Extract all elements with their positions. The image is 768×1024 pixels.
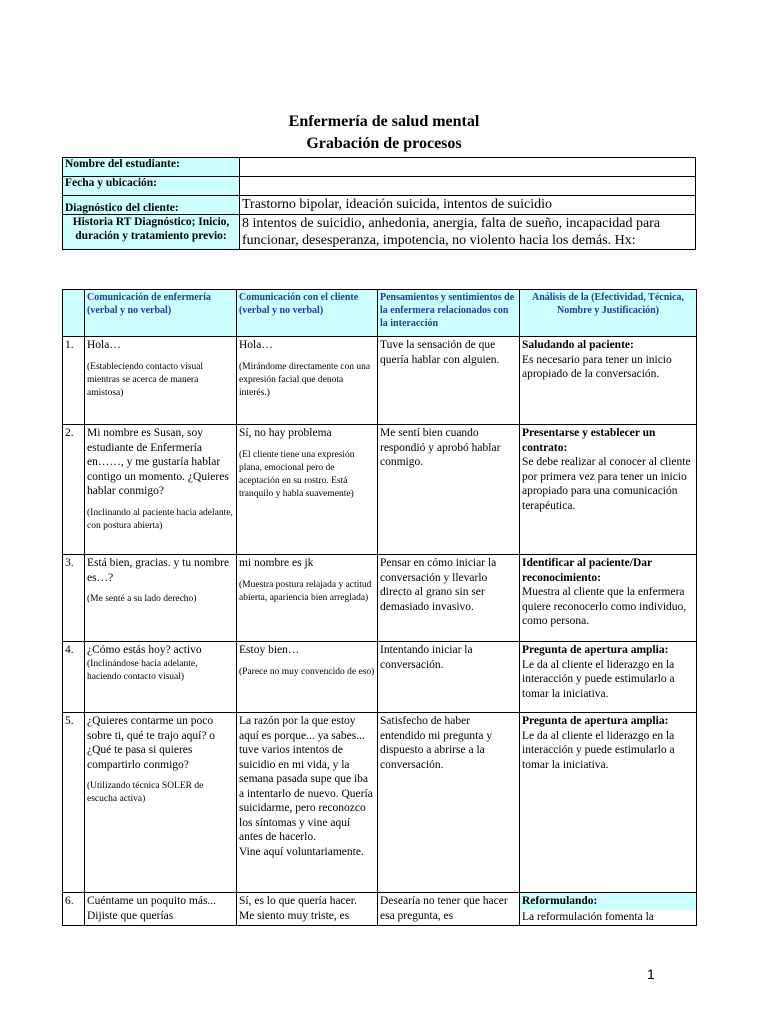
analysis-cell bbox=[520, 337, 697, 425]
date-label: Fecha y ubicación: bbox=[63, 177, 240, 196]
process-recording-table bbox=[62, 289, 697, 926]
client-cell bbox=[237, 337, 378, 425]
analysis-title: Pregunta de apertura amplia: bbox=[522, 644, 669, 656]
nurse-cell bbox=[85, 425, 237, 555]
history-value[interactable]: 8 intentos de suicidio, anhedonia, anergia, falta de sueño, incapacidad para funcionar, desesperanza, impotencia, no violento hacia los demás. Hx: bbox=[240, 215, 696, 250]
analysis-text: Se debe realizar al conocer al cliente por primera vez para tener un inicio apropiado para una comunicación terapéutica. bbox=[522, 456, 691, 512]
client-cell bbox=[237, 425, 378, 555]
header-row bbox=[63, 290, 697, 337]
client-note: (Parece no muy convencido de eso) bbox=[239, 666, 375, 677]
analysis-cell bbox=[520, 642, 697, 713]
row-number: 6. bbox=[63, 893, 85, 926]
client-note: (El cliente tiene una expresión plana, emocional pero de aceptación en su rostro. Está tranquilo y habla suavemente) bbox=[239, 449, 355, 499]
client-cell bbox=[237, 642, 378, 713]
thoughts-cell: Me sentí bien cuando respondió y aprobó hablar conmigo. bbox=[378, 425, 520, 555]
thoughts-cell: Tuve la sensación de que quería hablar con alguien. bbox=[378, 337, 520, 425]
date-value[interactable] bbox=[240, 177, 696, 196]
table-row bbox=[63, 713, 697, 893]
analysis-text: Es necesario para tener un inicio apropiado de la conversación. bbox=[522, 353, 672, 380]
row-number: 2. bbox=[63, 425, 85, 555]
document-title: Enfermería de salud mental bbox=[288, 113, 480, 130]
table-row bbox=[63, 425, 697, 555]
analysis-title: Saludando al paciente: bbox=[522, 339, 634, 351]
thoughts-cell: Desearía no tener que hacer esa pregunta, es bbox=[378, 893, 520, 926]
nurse-text: Hola… bbox=[87, 339, 121, 351]
header-thoughts: Pensamientos y sentimientos de la enfermera relacionados con la interacción bbox=[378, 290, 520, 337]
client-cell: Sí, es lo que quería hacer. Me siento muy triste, es bbox=[237, 893, 378, 926]
table-row bbox=[63, 555, 697, 642]
diagnosis-label: Diagnóstico del cliente: bbox=[63, 196, 240, 215]
header-client: Comunicación con el cliente (verbal y no verbal) bbox=[237, 290, 378, 337]
client-text: Hola… bbox=[239, 339, 273, 351]
client-text: Estoy bien… bbox=[239, 644, 300, 656]
nurse-cell bbox=[85, 555, 237, 642]
thoughts-cell: Intentando iniciar la conversación. bbox=[378, 642, 520, 713]
nurse-note: (Estableciendo contacto visual mientras se acerca de manera amistosa) bbox=[87, 361, 204, 398]
row-number: 5. bbox=[63, 713, 85, 893]
analysis-cell bbox=[520, 893, 697, 926]
thoughts-cell: Satisfecho de haber entendido mi pregunta y dispuesto a abrirse a la conversación. bbox=[378, 713, 520, 893]
client-text: La razón por la que estoy aquí es porque... ya sabes... tuve varios intentos de suicidio en mi vida, y la semana pasada supe que iba a intentarlo de nuevo. Quería suicidarme, pero reconozco los síntomas y vine aquí antes de hacerlo. bbox=[239, 715, 373, 843]
nurse-note: (Inclinándose hacia adelante, haciendo contacto visual) bbox=[87, 658, 198, 682]
student-value[interactable] bbox=[240, 158, 696, 177]
nurse-cell bbox=[85, 713, 237, 893]
client-note: (Mirándome directamente con una expresión facial que denota interés.) bbox=[239, 361, 371, 398]
row-number: 1. bbox=[63, 337, 85, 425]
analysis-title: Presentarse y establecer un contrato: bbox=[522, 427, 656, 454]
analysis-cell bbox=[520, 713, 697, 893]
history-row bbox=[63, 215, 696, 250]
client-note: (Muestra postura relajada y actitud abierta, apariencia bien arreglada) bbox=[239, 579, 372, 603]
analysis-title: Identificar al paciente/Dar reconocimiento: bbox=[522, 557, 652, 584]
header-nurse: Comunicación de enfermería (verbal y no verbal) bbox=[85, 290, 237, 337]
history-label: Historia RT Diagnóstico; Inicio, duración y tratamiento previo: bbox=[63, 215, 240, 250]
table-row bbox=[63, 893, 697, 926]
nurse-cell bbox=[85, 337, 237, 425]
analysis-title: Reformulando: bbox=[520, 893, 696, 910]
client-extra: Vine aquí voluntariamente. bbox=[239, 845, 364, 858]
thoughts-cell: Pensar en cómo iniciar la conversación y llevarlo directo al grano sin ser demasiado invasivo. bbox=[378, 555, 520, 642]
analysis-text: Le da al cliente el liderazgo en la interacción y puede estimularlo a tomar la iniciativa. bbox=[522, 658, 675, 700]
diagnosis-row bbox=[63, 196, 696, 215]
date-row bbox=[63, 177, 696, 196]
nurse-note: (Utilizando técnica SOLER de escucha activa) bbox=[87, 781, 204, 804]
nurse-cell: Cuéntame un poquito más... Dijiste que querías bbox=[85, 893, 237, 926]
student-row bbox=[63, 158, 696, 177]
diagnosis-value[interactable]: Trastorno bipolar, ideación suicida, intentos de suicidio bbox=[240, 196, 696, 215]
analysis-cell bbox=[520, 425, 697, 555]
analysis-text: Muestra al cliente que la enfermera quiere reconocerlo como individuo, como persona. bbox=[522, 586, 687, 627]
info-table bbox=[62, 157, 696, 250]
table-row bbox=[63, 337, 697, 425]
row-number: 4. bbox=[63, 642, 85, 713]
nurse-cell bbox=[85, 642, 237, 713]
student-label: Nombre del estudiante: bbox=[63, 158, 240, 177]
header-analysis: Análisis de la (Efectividad, Técnica, Nombre y Justificación) bbox=[520, 290, 697, 337]
nurse-note: (Me senté a su lado derecho) bbox=[87, 594, 197, 604]
analysis-title: Pregunta de apertura amplia: bbox=[522, 715, 669, 727]
analysis-text: Le da al cliente el liderazgo en la interacción y puede estimularlo a tomar la iniciativa. bbox=[522, 729, 675, 771]
client-text: mi nombre es jk bbox=[239, 557, 314, 569]
client-cell bbox=[237, 555, 378, 642]
analysis-text: La reformulación fomenta la bbox=[522, 910, 654, 923]
document-subtitle: Grabación de procesos bbox=[306, 135, 462, 152]
header-num bbox=[63, 290, 85, 337]
client-cell bbox=[237, 713, 378, 893]
client-text: Sí, no hay problema bbox=[239, 427, 332, 439]
analysis-cell bbox=[520, 555, 697, 642]
nurse-note: (Inclinando al paciente hacia adelante, con postura abierta) bbox=[87, 507, 233, 531]
nurse-text: Mi nombre es Susan, soy estudiante de Enfermería en……, y me gustaría hablar contigo un momento. ¿Quieres hablar conmigo? bbox=[87, 427, 229, 497]
page-number: 1 bbox=[647, 966, 655, 982]
nurse-text: ¿Quieres contarme un poco sobre ti, qué te trajo aquí? o ¿Qué te pasa si quieres compartirlo conmigo? bbox=[87, 715, 216, 771]
row-number: 3. bbox=[63, 555, 85, 642]
table-row bbox=[63, 642, 697, 713]
nurse-text: ¿Cómo estás hoy? activo bbox=[87, 644, 202, 656]
nurse-text: Está bien, gracias. y tu nombre es…? bbox=[87, 557, 230, 584]
